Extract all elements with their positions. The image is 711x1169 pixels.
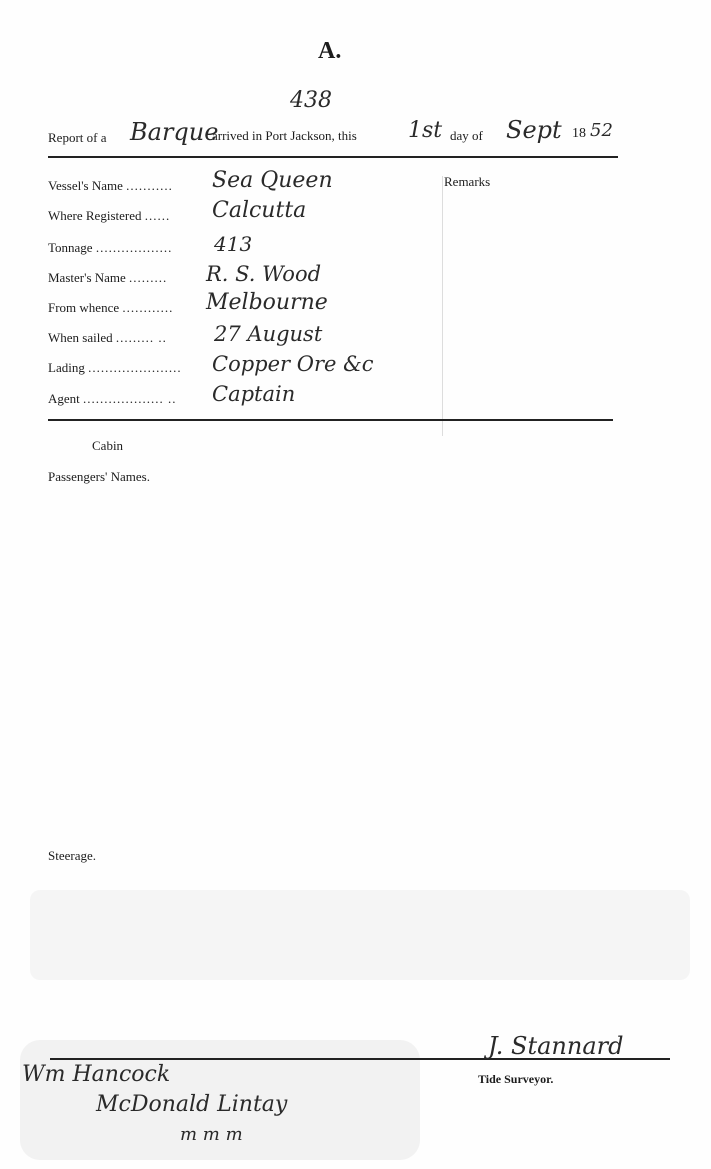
field-label-vessel-name: Vessel's Name ........... [48, 178, 173, 193]
left-signature-line1: Wm Hancock [22, 1062, 171, 1087]
field-value-tonnage: 413 [214, 232, 253, 256]
day-of-text: day of [450, 128, 483, 143]
form-number: 438 [290, 88, 332, 113]
surveyor-signature: J. Stannard [488, 1032, 624, 1060]
arrival-day: 1st [408, 118, 443, 143]
arrival-month: Sept [506, 116, 562, 144]
field-value-vessel-name: Sea Queen [212, 168, 333, 193]
field-label-lading: Lading ...................... [48, 360, 182, 375]
mid-rule [48, 419, 613, 421]
remarks-label: Remarks [444, 174, 491, 189]
field-value-lading: Copper Ore &c [212, 352, 374, 376]
year-prefix: 18 [572, 126, 586, 141]
report-prefix: Report of a [48, 130, 107, 145]
field-label-when-sailed: When sailed ......... .. [48, 330, 167, 345]
cabin-heading: Cabin [92, 438, 124, 453]
top-rule [48, 156, 618, 158]
field-label-tonnage: Tonnage .................. [48, 240, 173, 255]
field-label-where-registered: Where Registered ...... [48, 208, 171, 223]
arrived-text: arrived in Port Jackson, this [212, 128, 357, 143]
field-value-when-sailed: 27 August [214, 322, 323, 346]
left-signature-line3: m m m [180, 1124, 243, 1145]
field-value-from-whence: Melbourne [206, 290, 328, 315]
scan-smudge [30, 890, 690, 980]
field-value-where-registered: Calcutta [212, 198, 307, 223]
form-letter: A. [318, 38, 342, 64]
field-value-masters-name: R. S. Wood [206, 262, 322, 286]
remarks-divider [442, 176, 443, 436]
field-label-from-whence: From whence ............ [48, 300, 174, 315]
field-value-agent: Captain [212, 382, 296, 406]
field-label-agent: Agent ................... .. [48, 391, 177, 406]
steerage-heading: Steerage. [48, 848, 97, 863]
tide-surveyor-label: Tide Surveyor. [478, 1072, 554, 1086]
field-label-masters-name: Master's Name ......... [48, 270, 168, 285]
vessel-type: Barque [130, 118, 219, 146]
year-suffix: 52 [590, 120, 613, 141]
passengers-heading: Passengers' Names. [48, 469, 150, 484]
left-signature-line2: McDonald Lintay [96, 1092, 288, 1117]
